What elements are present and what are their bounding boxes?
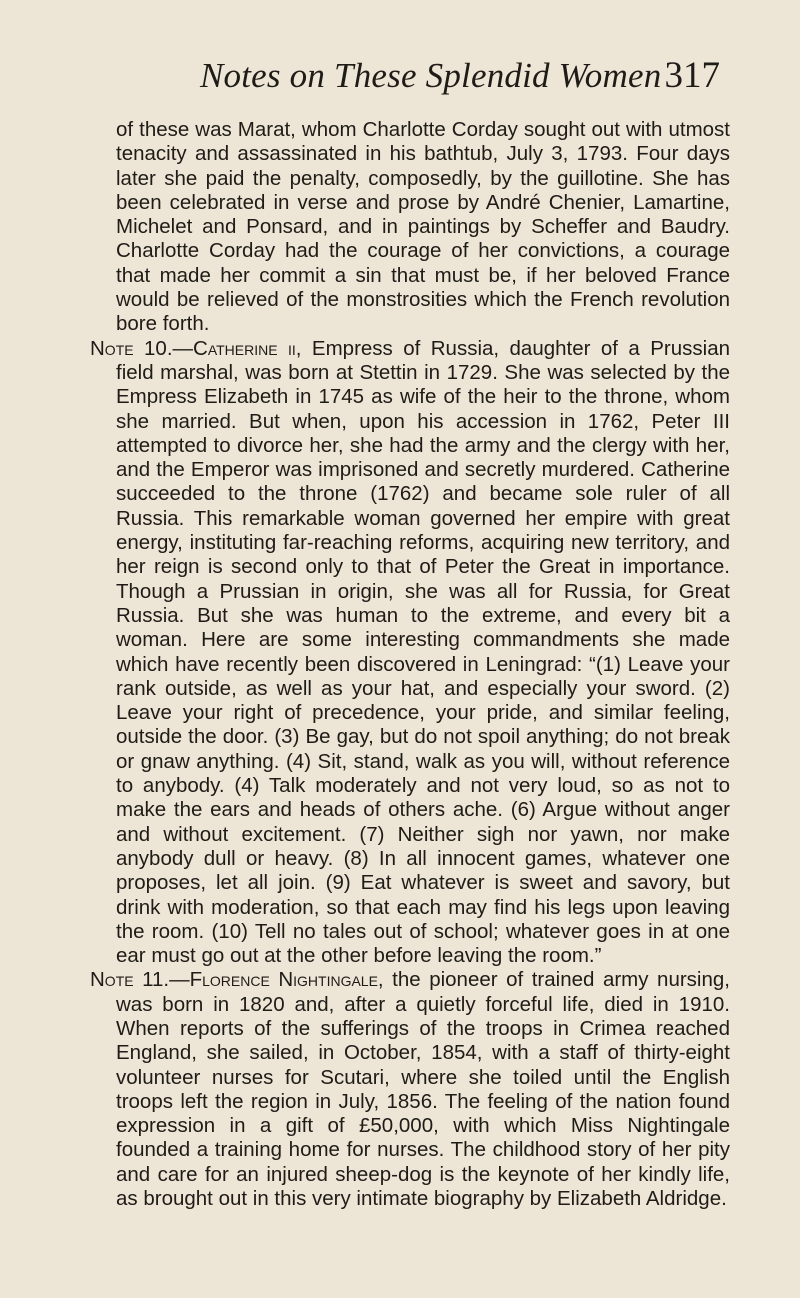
body-text	[90, 118, 730, 1211]
note-10-label: Note 10.	[90, 336, 173, 360]
note-10-text: Empress of Russia, daughter of a Prussian field marshal, was born at Stettin in 1729. She was selected by the Empress Elizabeth in 1745 as wife of the heir to the throne, whom she married. But when, upon his accession in 1762, Peter III attempted to divorce her, she had the army and the clergy with her, and the Emperor was imprisoned and secretly murdered. Catherine succeeded to the throne (1762) and became sole ruler of all Russia. This remarkable woman governed her empire with great energy, instituting far-reaching reforms, acquiring new territory, and her reign is second only to that of Peter the Great in importance. Though a Prussian in origin, she was all for Russia, for Great Russia. But she was human to the extreme, and every bit a woman. Here are some interesting commandments she made which have recently been discovered in Leningrad: “(1) Leave your rank outside, as well as your hat, and especially your sword. (2) Leave your right of precedence, your pride, and similar feeling, outside the door. (3) Be gay, but do not spoil anything; do not break or gnaw anything. (4) Sit, stand, walk as you will, without reference to anybody. (4) Talk moderately and not very loud, so as not to make the ears and heads of others ache. (6) Argue without anger and without excitement. (7) Neither sigh nor yawn, nor make anybody dull or heavy. (8) In all innocent games, whatever one proposes, let all join. (9) Eat whatever is sweet and savory, but drink with moderation, so that each may find his legs upon leaving the room. (10) Tell no tales out of school; whatever goes in at one ear must go out at the other before leaving the room.”	[116, 336, 730, 968]
note-11-subject: Florence Nightingale,	[189, 968, 384, 992]
page-number: 317	[664, 55, 720, 96]
running-head: Notes on These Splendid Women	[200, 56, 662, 95]
note-11-text: the pioneer of trained army nursing, was born in 1820 and, after a quietly forceful life, died in 1910. When reports of the sufferings of the troops in Crimea reached England, she sailed, in October, 1854, with a staff of thirty-eight volunteer nurses for Scutari, where she toiled until the English troops left the region in July, 1856. The feeling of the nation found expression in a gift of £50,000, with which Miss Nightingale founded a training home for nurses. The childhood story of her pity and care for an injured sheep-dog is the keynote of her kindly life, as brought out in this very intimate biography by Elizabeth Aldridge.	[116, 968, 730, 1211]
note-11-label: Note 11.	[90, 968, 170, 992]
note-11: Note 11.—Florence Nightingale, the pioneer of trained army nursing, was born in 1820 and, after a quietly forceful life, died in 1910. When reports of the sufferings of the troops in Crimea reached England, she sailed, in October, 1854, with a staff of thirty-eight volunteer nurses for Scutari, where she toiled until the English troops left the region in July, 1856. The feeling of the nation found expression in a gift of £50,000, with which Miss Nightingale founded a training home for nurses. The childhood story of her pity and care for an injured sheep-dog is the keynote of her kindly life, as brought out in this very intimate biography by Elizabeth Aldridge.	[90, 968, 730, 1211]
note-10: Note 10.—Catherine ii, Empress of Russia, daughter of a Prussian field marshal, was born at Stettin in 1729. She was selected by the Empress Elizabeth in 1745 as wife of the heir to the throne, whom she married. But when, upon his accession in 1762, Peter III attempted to divorce her, she had the army and the clergy with her, and the Emperor was imprisoned and secretly murdered. Catherine succeeded to the throne (1762) and became sole ruler of all Russia. This remarkable woman governed her empire with great energy, instituting far-reaching reforms, acquiring new territory, and her reign is second only to that of Peter the Great in importance. Though a Prussian in origin, she was all for Russia, for Great Russia. But she was human to the extreme, and every bit a woman. Here are some interesting commandments she made which have recently been discovered in Leningrad: “(1) Leave your rank outside, as well as your hat, and especially your sword. (2) Leave your right of precedence, your pride, and similar feeling, outside the door. (3) Be gay, but do not spoil anything; do not break or gnaw anything. (4) Sit, stand, walk as you will, without reference to anybody. (4) Talk moderately and not very loud, so as not to make the ears and heads of others ache. (6) Argue without anger and without excitement. (7) Neither sigh nor yawn, nor make anybody dull or heavy. (8) In all innocent games, whatever one proposes, let all join. (9) Eat whatever is sweet and savory, but drink with moderation, so that each may find his legs upon leaving the room. (10) Tell no tales out of school; whatever goes in at one ear must go out at the other before leaving the room.”	[90, 336, 730, 968]
continuation-paragraph: of these was Marat, whom Charlotte Corday sought out with utmost tenacity and assassinated in his bathtub, July 3, 1793. Four days later she paid the penalty, composedly, by the guillotine. She has been celebrated in verse and prose by André Chenier, Lamartine, Michelet and Ponsard, and in paintings by Scheffer and Baudry. Charlotte Corday had the courage of her convictions, a courage that made her commit a sin that must be, if her beloved France would be relieved of the monstrosities which the French revolution bore forth.	[116, 118, 730, 336]
page-header	[200, 56, 720, 106]
note-10-subject: Catherine ii,	[193, 336, 302, 360]
